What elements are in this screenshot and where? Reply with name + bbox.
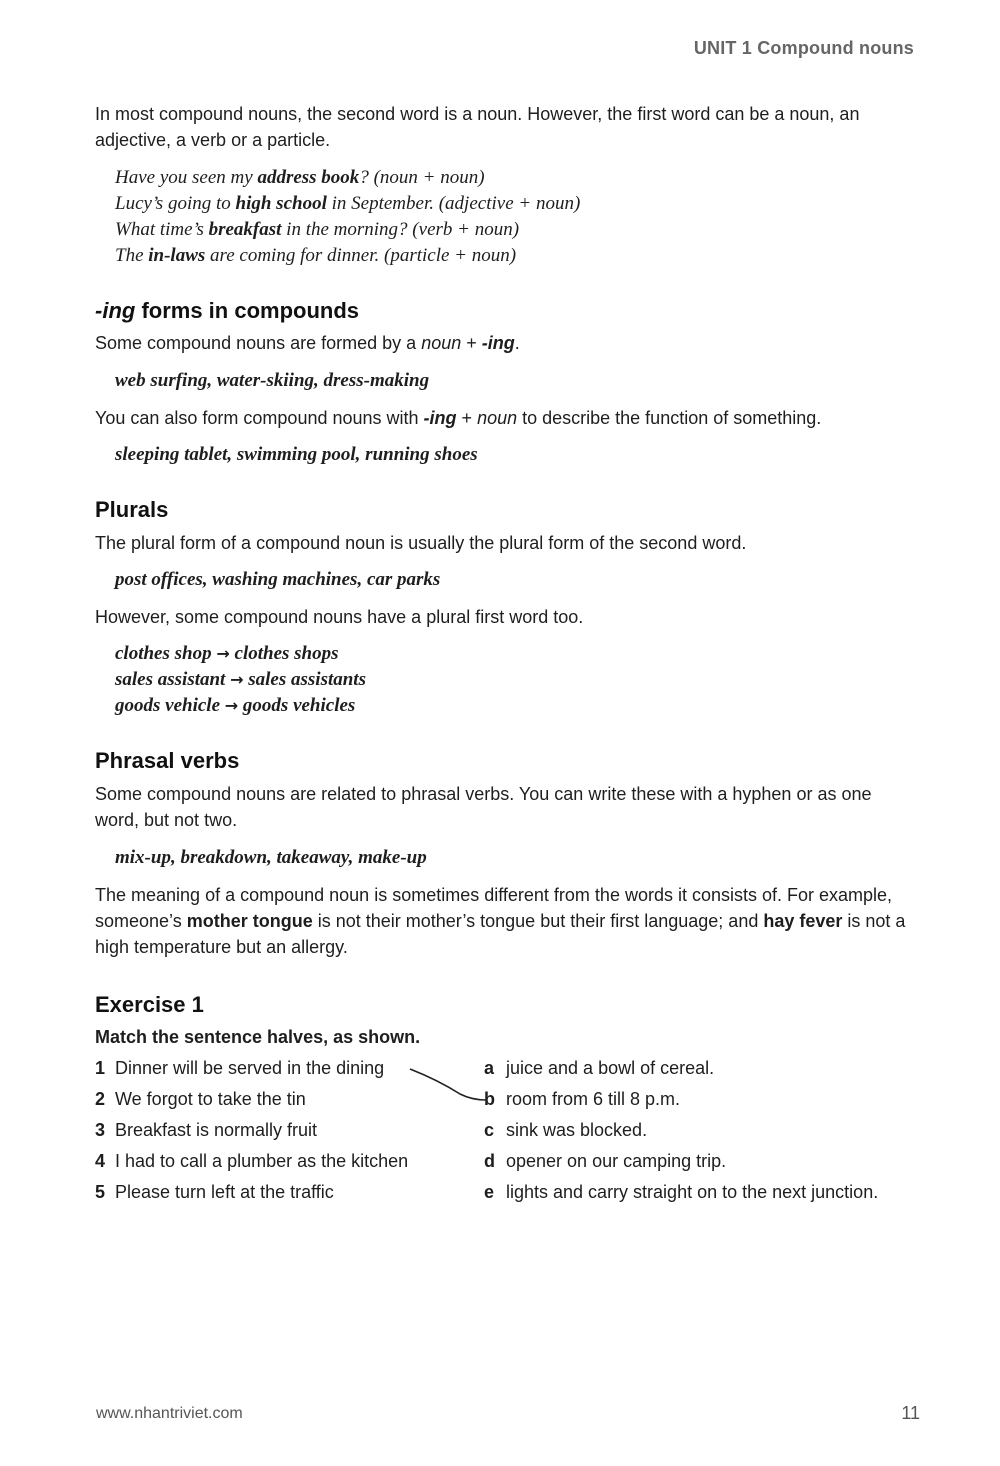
ing-section-heading: -ing forms in compounds (95, 298, 360, 323)
phrasal-paragraph-2: The meaning of a compound noun is sometimes different from the words it consists of. For example, someone’s mother tongue is not their mother’s tongue but their first language; and hay fever is not a high temperature but an allergy. (95, 885, 906, 957)
intro-example-line: Lucy’s going to high school in September. (adjective + noun) (115, 193, 581, 214)
exercise-right-item: a juice and a bowl of cereal. (484, 1058, 715, 1078)
exercise-left-item: 3 Breakfast is normally fruit (95, 1120, 318, 1140)
plurals-paragraph-1: The plural form of a compound noun is usually the plural form of the second word. (95, 533, 747, 553)
plural-pair: sales assistant → sales assistants (115, 669, 366, 690)
exercise-right-item: d opener on our camping trip. (484, 1151, 727, 1171)
exercise-left-item: 5 Please turn left at the traffic (95, 1182, 334, 1202)
intro-example-line: The in-laws are coming for dinner. (particle + noun) (115, 245, 517, 266)
plural-pair: clothes shop → clothes shops (115, 643, 339, 664)
page-number: 11 (901, 1403, 920, 1423)
intro-paragraph: In most compound nouns, the second word is a noun. However, the first word can be a noun, an adjective, a verb or a particle. (95, 104, 860, 150)
intro-examples (115, 165, 935, 269)
plural-pair: goods vehicle → goods vehicles (115, 695, 356, 716)
phrasal-paragraph-1: Some compound nouns are related to phrasal verbs. You can write these with a hyphen or as one word, but not two. (95, 784, 872, 830)
ing-paragraph-1: Some compound nouns are formed by a noun + -ing. (95, 333, 520, 353)
plurals-example-1: post offices, washing machines, car parks (115, 569, 441, 590)
exercise-left-item: 1 Dinner will be served in the dining (95, 1058, 385, 1078)
exercise-right-item: b room from 6 till 8 p.m. (484, 1089, 681, 1109)
exercise-left-item: 2 We forgot to take the tin (95, 1089, 306, 1109)
ing-paragraph-2: You can also form compound nouns with -ing + noun to describe the function of something. (95, 408, 822, 428)
arrow-right-icon: → (224, 696, 239, 715)
intro-example-line: What time’s breakfast in the morning? (verb + noun) (115, 219, 520, 240)
exercise-right-item: c sink was blocked. (484, 1120, 648, 1140)
example-match-line (400, 1060, 500, 1110)
exercise-instruction: Match the sentence halves, as shown. (95, 1027, 421, 1047)
phrasal-heading: Phrasal verbs (95, 748, 240, 773)
exercise-right-item: e lights and carry straight on to the next junction. (484, 1182, 879, 1202)
plurals-pairs (115, 641, 366, 719)
footer-website: www.nhantriviet.com (96, 1405, 243, 1422)
plurals-paragraph-2: However, some compound nouns have a plural first word too. (95, 607, 584, 627)
exercise-heading: Exercise 1 (95, 992, 204, 1017)
ing-example-2: sleeping tablet, swimming pool, running shoes (115, 444, 478, 465)
arrow-right-icon: → (230, 670, 244, 689)
arrow-right-icon: → (216, 644, 230, 663)
plurals-heading: Plurals (95, 497, 169, 522)
exercise-right-list (484, 1055, 954, 1210)
exercise-left-item: 4 I had to call a plumber as the kitchen (95, 1151, 409, 1171)
ing-example-1: web surfing, water-skiing, dress-making (115, 370, 430, 391)
phrasal-example-1: mix-up, breakdown, takeaway, make-up (115, 847, 427, 868)
running-head: UNIT 1 Compound nouns (693, 38, 914, 58)
intro-example-line: Have you seen my address book? (noun + noun) (115, 167, 485, 188)
